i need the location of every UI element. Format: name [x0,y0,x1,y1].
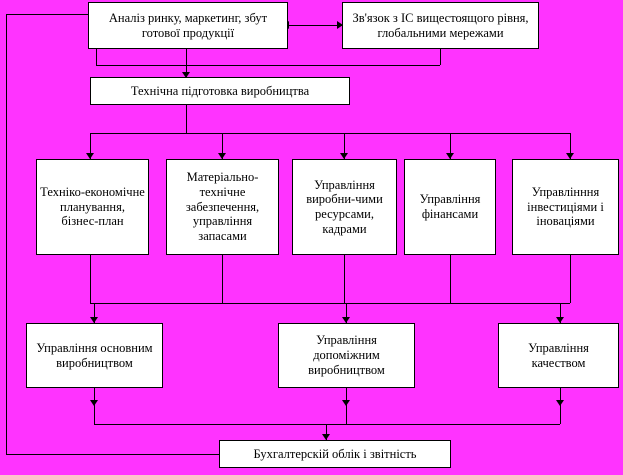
connector-external-down [440,49,441,65]
node-material-supply-label: Матеріально-технічне забезпечення, управління запасами [185,170,260,244]
node-finance-management-label: Управління фінансами [419,192,481,221]
node-production-resources-label: Управління виробни-чими ресурсами, кадрами [306,177,383,236]
node-quality-management[interactable] [498,323,619,388]
node-production-resources[interactable] [292,159,397,255]
node-economic-planning[interactable] [36,159,149,255]
node-accounting-reporting-label: Бухгалтерскій облік і звітність [253,446,417,461]
node-technical-preparation-label: Технічна підготовка виробництва [130,83,310,98]
connector-left-bus-bottom [6,454,219,455]
connector-investment-down [570,255,571,303]
connector-techprep-down [186,105,187,133]
arrow-quality-down [556,400,564,406]
connector-left-bus-top [6,14,88,15]
connector-row2-bus [90,133,570,134]
connector-external-back-up [96,49,97,65]
connector-quality-down [560,388,561,424]
connector-auxprod-down [346,388,347,424]
connector-accounting-bus [94,424,560,425]
node-auxiliary-production-label: Управління допоміжним виробництвом [308,333,385,377]
node-main-production-label: Управління основним виробництвом [36,340,153,370]
node-external-systems[interactable] [342,2,539,49]
connector-mainprod-down [94,388,95,424]
node-main-production[interactable] [26,323,163,388]
node-market-analysis[interactable] [88,2,288,49]
node-technical-preparation[interactable] [90,77,350,105]
node-finance-management[interactable] [404,159,496,255]
node-auxiliary-production[interactable] [278,323,415,388]
connector-left-bus-vertical [6,14,7,454]
node-market-analysis-label: Аналіз ринку, маркетинг, збут готової продукції [108,10,268,40]
node-quality-management-label: Управління качеством [528,340,589,370]
node-external-systems-label: Зв'язок з ІС вищестоящого рівня, глобальними мережами [352,10,529,40]
node-material-supply[interactable] [166,159,279,255]
connector-materials-down [222,255,223,303]
node-investment-management[interactable] [512,159,619,255]
arrow-auxprod-down [342,400,350,406]
node-accounting-reporting[interactable] [219,440,451,468]
connector-row3-bus [90,303,570,304]
connector-planning-down [90,255,91,303]
connector-resources-down [344,255,345,303]
node-investment-management-label: Управлінння інвестиціями і іноваціями [527,184,604,229]
connector-external-back [96,65,440,66]
connector-finance-down [450,255,451,303]
node-economic-planning-label: Техніко-економічне планування, бізнес-план [40,184,145,229]
arrow-mainprod-down [90,400,98,406]
connector-market-external [288,25,342,26]
